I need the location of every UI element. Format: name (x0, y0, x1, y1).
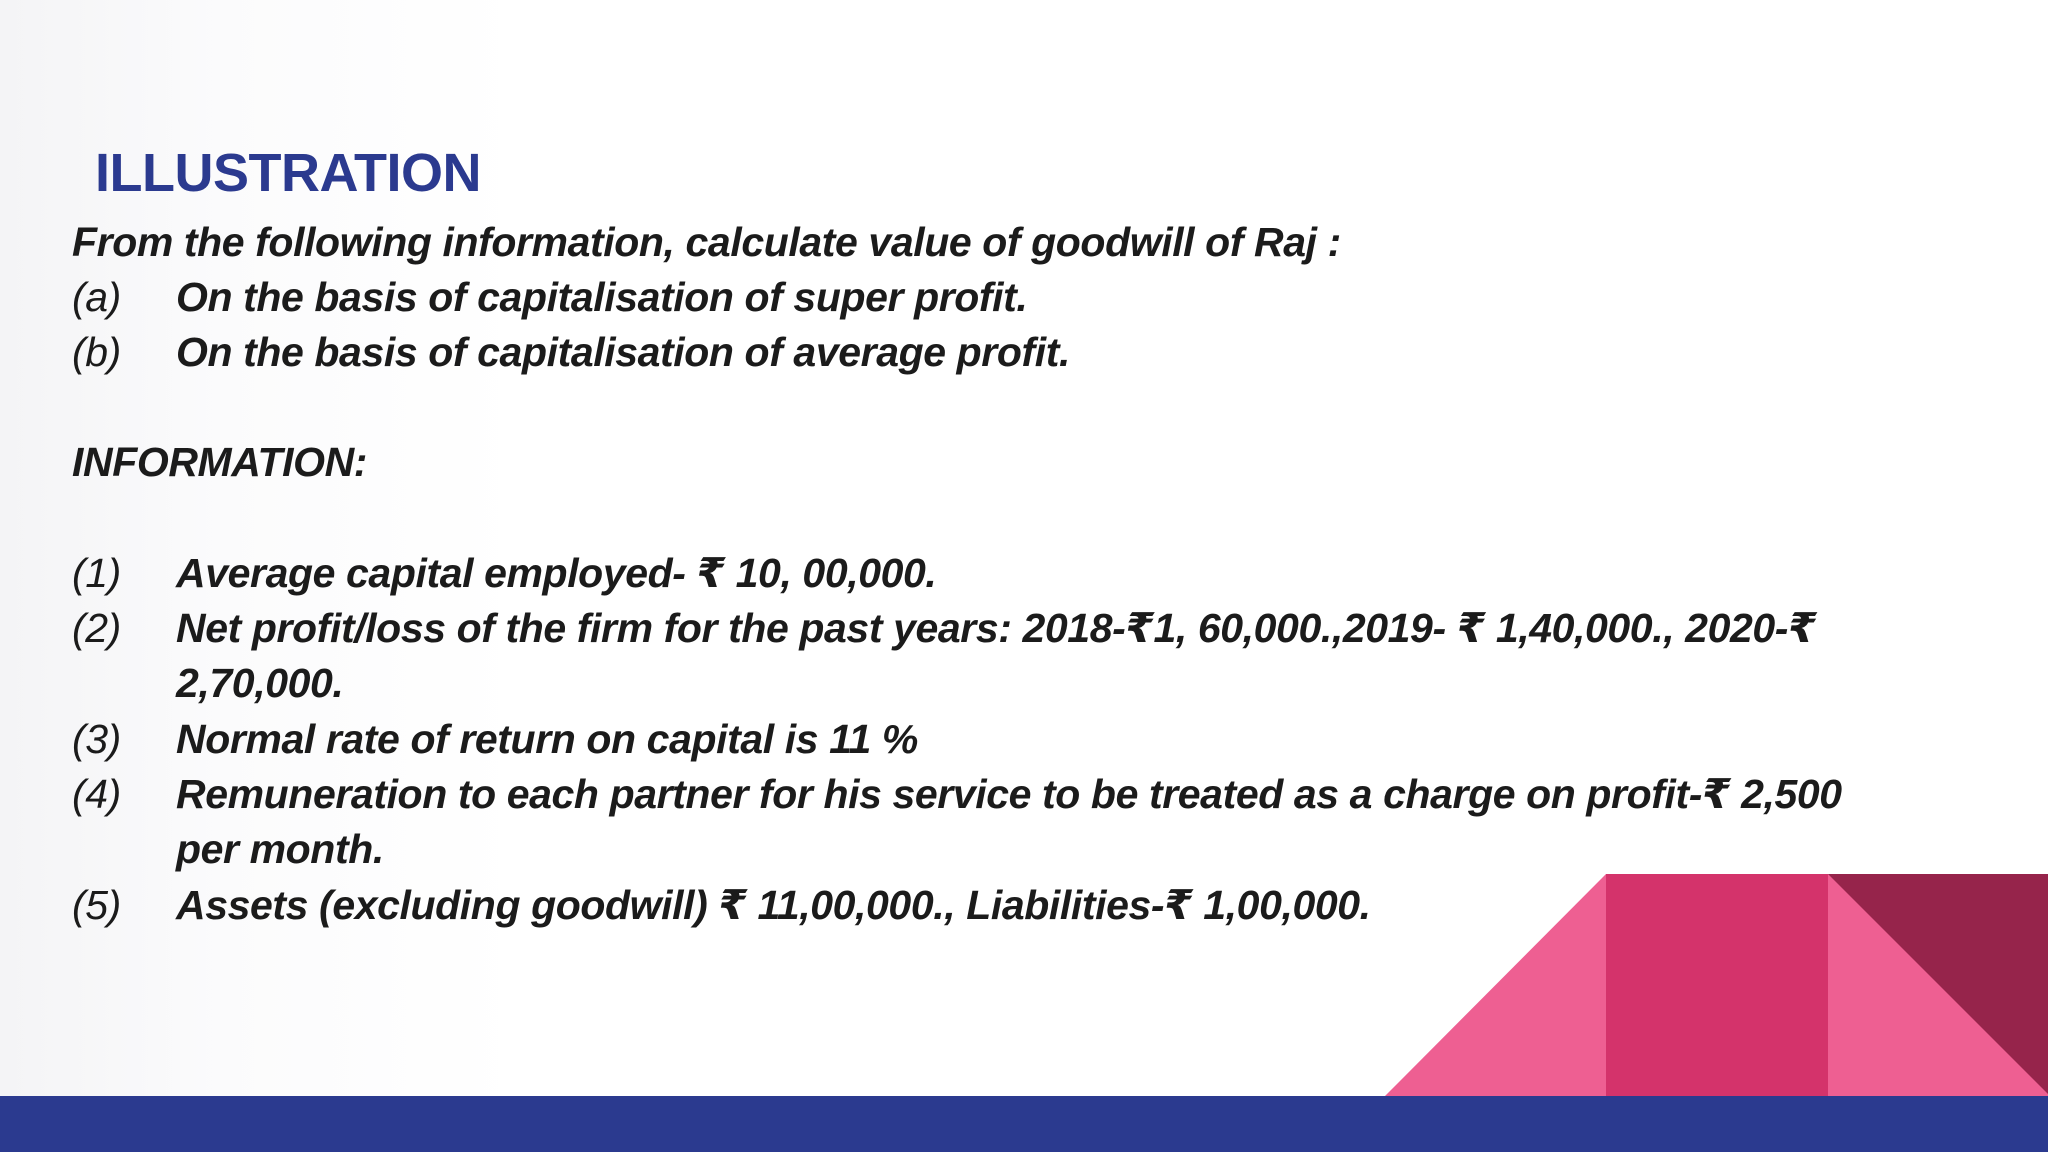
part-text: On the basis of capitalisation of average profit. (176, 329, 1070, 375)
part-marker: (b) (72, 329, 121, 375)
info-text-continued: 2,70,000. (176, 660, 344, 706)
info-text: Remuneration to each partner for his service to be treated as a charge on profit-₹ 2,500 (176, 771, 1842, 817)
info-text-continued: per month. (176, 826, 384, 872)
info-text: Assets (excluding goodwill) ₹ 11,00,000., Liabilities-₹ 1,00,000. (176, 882, 1371, 928)
part-text: On the basis of capitalisation of super profit. (176, 274, 1028, 320)
info-text: Average capital employed- ₹ 10, 00,000. (176, 550, 937, 596)
info-marker: (1) (72, 550, 121, 596)
footer-bar (0, 1096, 2048, 1152)
information-title: INFORMATION: (72, 439, 368, 485)
info-text: Net profit/loss of the firm for the past years: 2018-₹1, 60,000.,2019- ₹ 1,40,000., 2020-₹ (176, 605, 1817, 651)
deco-pink-triangle-left (1385, 874, 1606, 1096)
info-text: Normal rate of return on capital is 11 % (176, 716, 918, 762)
deco-pink-block (1606, 874, 1828, 1096)
info-marker: (5) (72, 882, 121, 928)
info-marker: (3) (72, 716, 121, 762)
info-marker: (4) (72, 771, 121, 817)
slide-heading: ILLUSTRATION (95, 143, 481, 203)
part-marker: (a) (72, 274, 121, 320)
info-marker: (2) (72, 605, 121, 651)
intro-text: From the following information, calculate value of goodwill of Raj : (72, 219, 1341, 265)
